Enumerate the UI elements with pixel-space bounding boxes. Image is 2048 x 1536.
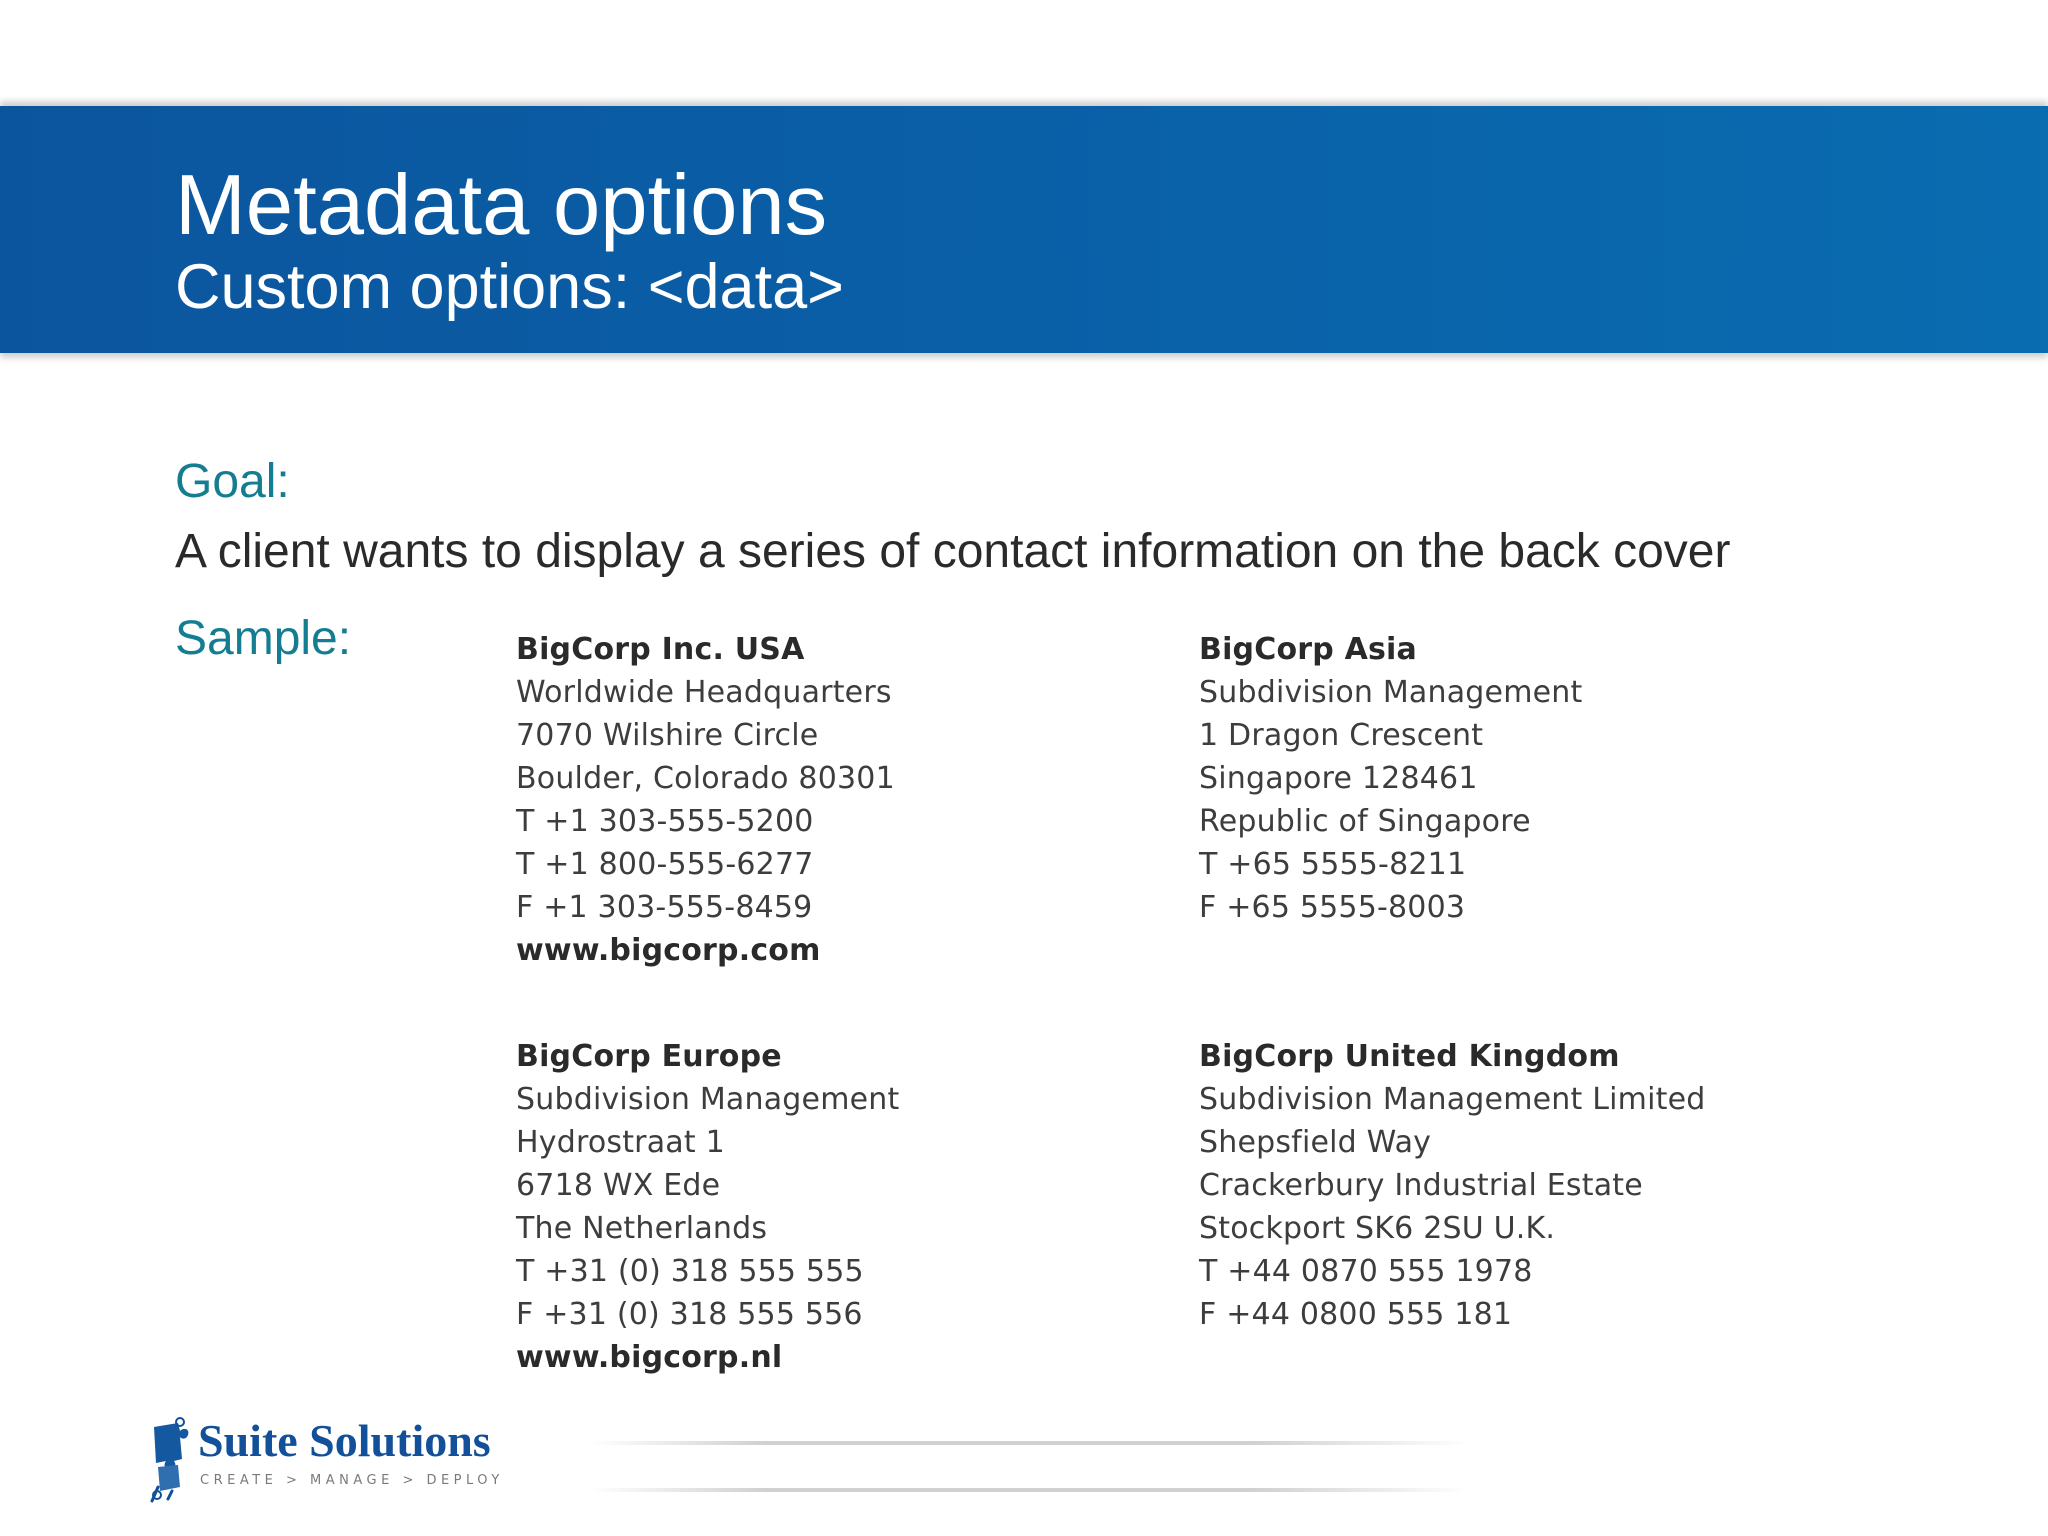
company-logo <box>148 1413 528 1505</box>
contact-block-usa <box>516 628 895 972</box>
contact-phone: T +31 (0) 318 555 555 <box>516 1254 864 1289</box>
contact-block-asia <box>1199 628 1582 929</box>
contact-line: Subdivision Management Limited <box>1199 1082 1706 1117</box>
contact-website: www.bigcorp.com <box>516 933 821 968</box>
contact-line: Republic of Singapore <box>1199 804 1531 839</box>
sample-label: Sample: <box>175 612 352 665</box>
contact-line: Boulder, Colorado 80301 <box>516 761 895 796</box>
contact-block-uk <box>1199 1035 1705 1336</box>
contact-phone: T +44 0870 555 1978 <box>1199 1254 1533 1289</box>
slide-title: Metadata options <box>175 158 828 253</box>
logo-tagline: CREATE > MANAGE > DEPLOY <box>200 1473 504 1488</box>
contact-fax: F +65 5555-8003 <box>1199 890 1466 925</box>
contact-block-europe <box>516 1035 899 1379</box>
contact-line: Hydrostraat 1 <box>516 1125 725 1160</box>
contact-line: Singapore 128461 <box>1199 761 1478 796</box>
puzzle-icon <box>148 1415 194 1505</box>
contact-phone: T +65 5555-8211 <box>1199 847 1467 882</box>
contact-name: BigCorp Asia <box>1199 632 1417 667</box>
contact-fax: F +1 303-555-8459 <box>516 890 813 925</box>
contact-name: BigCorp Europe <box>516 1039 782 1074</box>
footer-divider <box>590 1488 1470 1492</box>
contact-line: 1 Dragon Crescent <box>1199 718 1484 753</box>
slide-subtitle: Custom options: <data> <box>175 252 844 322</box>
contact-line: Worldwide Headquarters <box>516 675 892 710</box>
contact-line: Shepsfield Way <box>1199 1125 1432 1160</box>
contact-line: Stockport SK6 2SU U.K. <box>1199 1211 1556 1246</box>
footer-divider <box>590 1441 1470 1445</box>
contact-line: Subdivision Management <box>1199 675 1583 710</box>
contact-fax: F +31 (0) 318 555 556 <box>516 1297 863 1332</box>
contact-line: 7070 Wilshire Circle <box>516 718 819 753</box>
contact-line: Crackerbury Industrial Estate <box>1199 1168 1643 1203</box>
logo-name: Suite Solutions <box>198 1415 491 1466</box>
contact-phone: T +1 800-555-6277 <box>516 847 814 882</box>
goal-label: Goal: <box>175 455 290 508</box>
contact-line: 6718 WX Ede <box>516 1168 721 1203</box>
contact-website: www.bigcorp.nl <box>516 1340 783 1375</box>
contact-fax: F +44 0800 555 181 <box>1199 1297 1513 1332</box>
contact-phone: T +1 303-555-5200 <box>516 804 814 839</box>
contact-name: BigCorp Inc. USA <box>516 632 805 667</box>
contact-line: Subdivision Management <box>516 1082 900 1117</box>
contact-name: BigCorp United Kingdom <box>1199 1039 1620 1074</box>
contact-line: The Netherlands <box>516 1211 768 1246</box>
goal-text: A client wants to display a series of contact information on the back cover <box>175 525 1731 578</box>
